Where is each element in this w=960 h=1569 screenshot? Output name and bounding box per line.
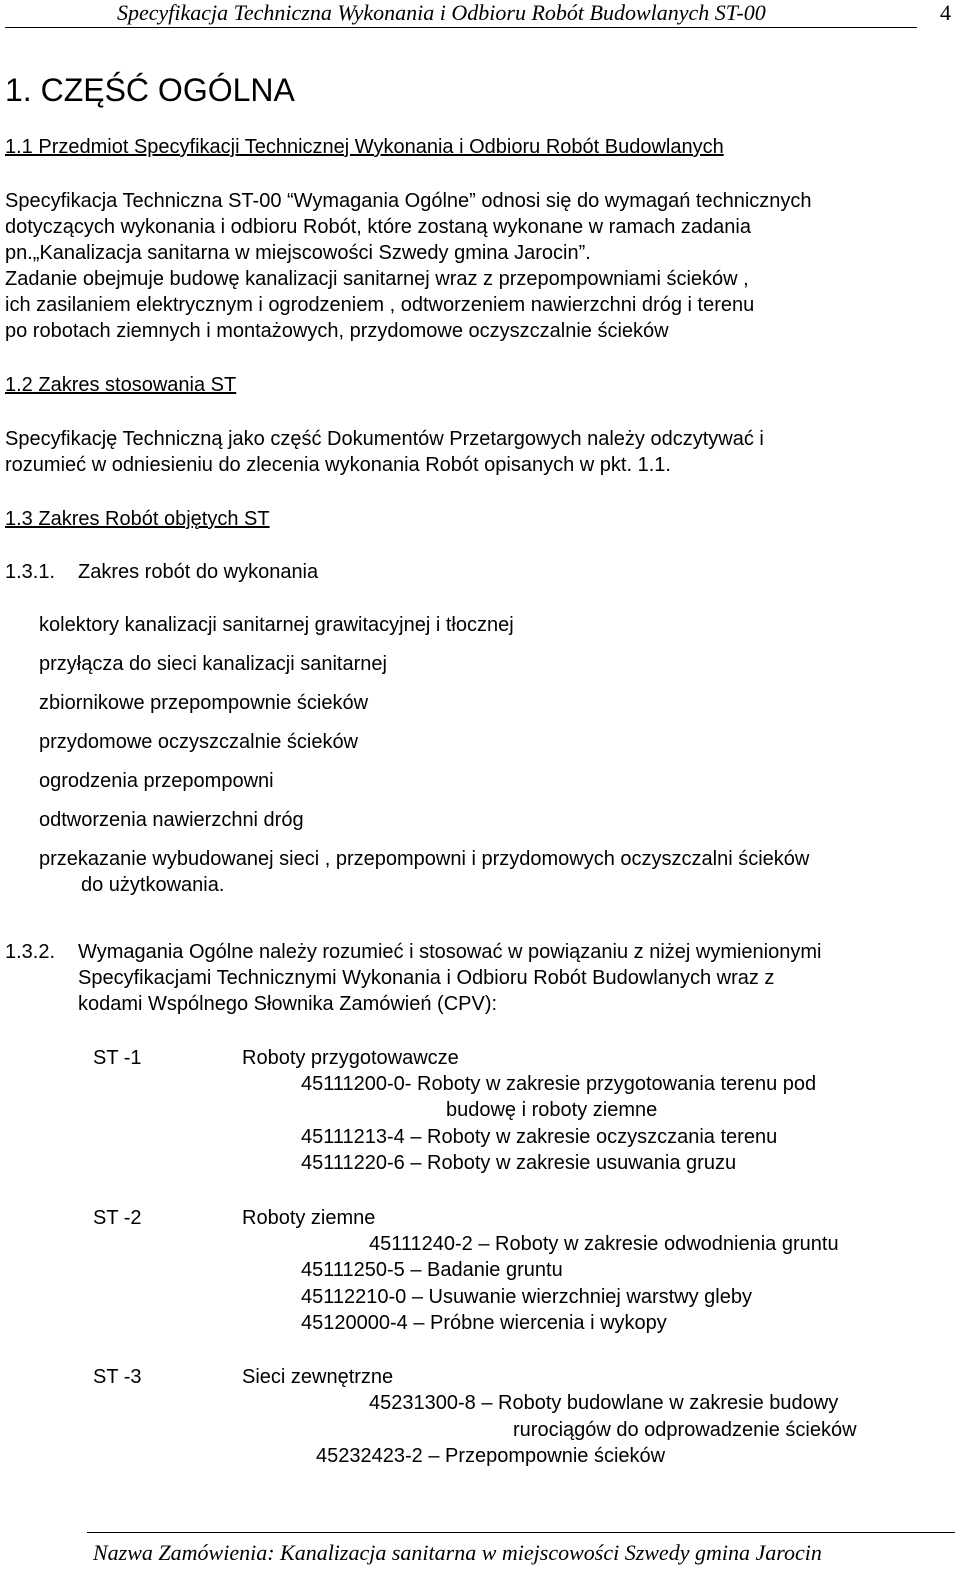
s1-1-line: dotyczących wykonania i odbioru Robót, które zostaną wykonane w ramach zadania	[5, 216, 751, 238]
s1-1-line: pn.„Kanalizacja sanitarna w miejscowości Szwedy gmina Jarocin”.	[5, 242, 591, 264]
cpv-entry: budowę i roboty ziemne	[446, 1099, 658, 1121]
page-number: 4	[940, 0, 951, 25]
st-title: Sieci zewnętrzne	[242, 1366, 394, 1388]
sub-1-3-2-number: 1.3.2.	[5, 941, 56, 963]
scope-item: odtworzenia nawierzchni dróg	[39, 809, 304, 831]
cpv-entry: 45111250-5 – Badanie gruntu	[301, 1259, 563, 1281]
scope-item: zbiornikowe przepompownie ścieków	[39, 692, 369, 714]
cpv-entry: rurociągów do odprowadzenie ścieków	[513, 1419, 857, 1441]
section-title: 1. CZĘŚĆ OGÓLNA	[5, 72, 295, 108]
sub-1-3-2-line: Specyfikacjami Technicznymi Wykonania i Odbioru Robót Budowlanych wraz z	[78, 967, 775, 989]
cpv-entry: 45232423-2 – Przepompownie ścieków	[316, 1445, 666, 1467]
st-code: ST -2	[93, 1207, 142, 1229]
cpv-entry: 45111213-4 – Roboty w zakresie oczyszczania terenu	[301, 1126, 778, 1148]
cpv-entry: 45111220-6 – Roboty w zakresie usuwania gruzu	[301, 1152, 737, 1174]
cpv-entry: 45111200-0- Roboty w zakresie przygotowania terenu pod	[301, 1073, 817, 1095]
s1-1-line: Specyfikacja Techniczna ST-00 “Wymagania Ogólne” odnosi się do wymagań technicznych	[5, 190, 812, 212]
sub-1-3-2-line: kodami Wspólnego Słownika Zamówień (CPV):	[78, 993, 498, 1015]
heading-1-2: 1.2 Zakres stosowania ST	[5, 374, 237, 396]
header-rule	[5, 27, 917, 28]
s1-1-line: ich zasilaniem elektrycznym i ogrodzeniem , odtworzeniem nawierzchni dróg i terenu	[5, 294, 755, 316]
cpv-entry: 45111240-2 – Roboty w zakresie odwodnienia gruntu	[369, 1233, 839, 1255]
st-code: ST -3	[93, 1366, 142, 1388]
st-title: Roboty przygotowawcze	[242, 1047, 459, 1069]
scope-item: przekazanie wybudowanej sieci , przepompowni i przydomowych oczyszczalni ścieków	[39, 848, 810, 870]
st-title: Roboty ziemne	[242, 1207, 376, 1229]
cpv-entry: 45120000-4 – Próbne wiercenia i wykopy	[301, 1312, 667, 1334]
running-header-title: Specyfikacja Techniczna Wykonania i Odbioru Robót Budowlanych ST-00	[117, 0, 766, 25]
sub-1-3-1-number: 1.3.1.	[5, 561, 56, 583]
s1-2-line: rozumieć w odniesieniu do zlecenia wykonania Robót opisanych w pkt. 1.1.	[5, 454, 671, 476]
scope-item: ogrodzenia przepompowni	[39, 770, 274, 792]
sub-1-3-1-title: Zakres robót do wykonania	[78, 561, 319, 583]
cpv-entry: 45231300-8 – Roboty budowlane w zakresie budowy	[369, 1392, 839, 1414]
footer-rule	[87, 1532, 955, 1533]
s1-2-line: Specyfikację Techniczną jako część Dokumentów Przetargowych należy odczytywać i	[5, 428, 764, 450]
heading-1-3: 1.3 Zakres Robót objętych ST	[5, 508, 270, 530]
s1-1-line: po robotach ziemnych i montażowych, przydomowe oczyszczalnie ścieków	[5, 320, 669, 342]
st-code: ST -1	[93, 1047, 142, 1069]
s1-1-line: Zadanie obejmuje budowę kanalizacji sanitarnej wraz z przepompowniami ścieków ,	[5, 268, 749, 290]
heading-1-1: 1.1 Przedmiot Specyfikacji Technicznej Wykonania i Odbioru Robót Budowlanych	[5, 136, 724, 158]
scope-item: przydomowe oczyszczalnie ścieków	[39, 731, 359, 753]
scope-item: kolektory kanalizacji sanitarnej grawitacyjnej i tłocznej	[39, 614, 514, 636]
scope-item: przyłącza do sieci kanalizacji sanitarnej	[39, 653, 387, 675]
scope-item-continuation: do użytkowania.	[81, 874, 225, 896]
footer-text: Nazwa Zamówienia: Kanalizacja sanitarna w miejscowości Szwedy gmina Jarocin	[93, 1540, 822, 1565]
cpv-entry: 45112210-0 – Usuwanie wierzchniej warstwy gleby	[301, 1286, 752, 1308]
sub-1-3-2-line: Wymagania Ogólne należy rozumieć i stosować w powiązaniu z niżej wymienionymi	[78, 941, 822, 963]
